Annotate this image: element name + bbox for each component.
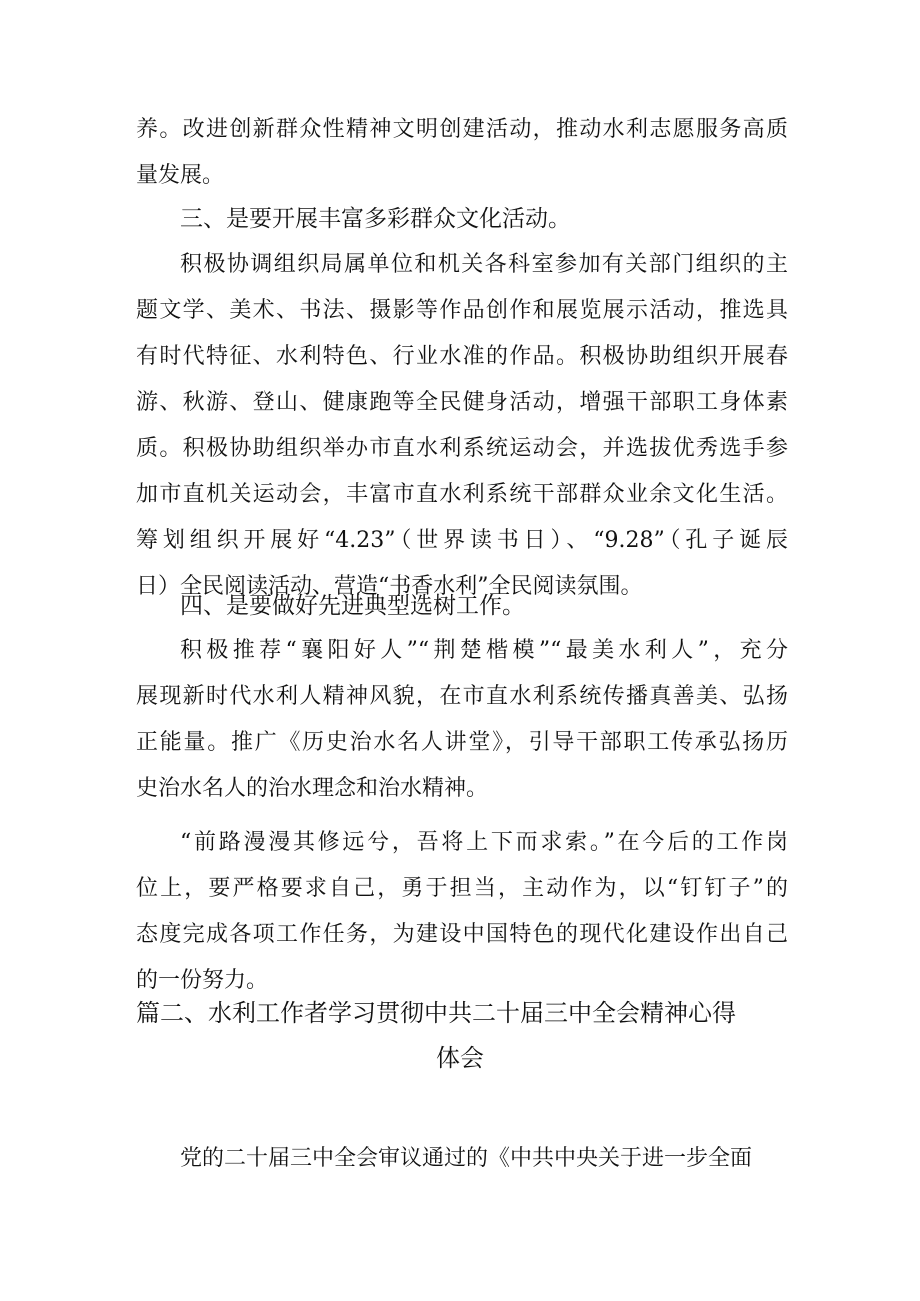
paragraph-line: 游、秋游、登山、健康跑等全民健身活动，增强干部职工身体素 [136, 390, 788, 415]
paragraph-line: 态度完成各项工作任务，为建设中国特色的现代化建设作出自己 [136, 922, 788, 947]
paragraph-line: 积极协调组织局属单位和机关各科室参加有关部门组织的主 [180, 252, 788, 277]
paragraph-line: 史治水名人的治水理念和治水精神。 [136, 776, 489, 801]
paragraph-line: 养。改进创新群众性精神文明创建活动，推动水利志愿服务高质 [136, 117, 788, 142]
paragraph-line: 党的二十届三中全会审议通过的《中共中央关于进一步全面 [180, 1146, 753, 1171]
paragraph-line: 位上，要严格要求自己，勇于担当，主动作为，以“钉钉子”的 [136, 876, 788, 901]
paragraph-line: 有时代特征、水利特色、行业水准的作品。积极协助组织开展春 [136, 344, 788, 369]
section-heading-4: 四、是要做好先进典型选树工作。 [180, 593, 525, 619]
paragraph-line: “前路漫漫其修远兮，吾将上下而求索。”在今后的工作岗 [180, 830, 788, 855]
paragraph-line: 展现新时代水利人精神风貌，在市直水利系统传播真善美、弘扬 [136, 684, 788, 709]
paragraph-line: 题文学、美术、书法、摄影等作品创作和展览展示活动，推选具 [136, 298, 788, 323]
section-title-continued: 体会 [436, 1044, 484, 1072]
paragraph-line: 量发展。 [136, 163, 225, 188]
paragraph-line: 筹划组织开展好“4.23”（世界读书日）、“9.28”（孔子诞辰 [136, 528, 788, 553]
paragraph-line: 积极推荐“襄阳好人”“荆楚楷模”“最美水利人”，充分 [180, 638, 788, 663]
section-heading-3: 三、是要开展丰富多彩群众文化活动。 [180, 206, 571, 232]
paragraph-line: 的一份努力。 [136, 968, 269, 993]
paragraph-line: 加市直机关运动会，丰富市直水利系统干部群众业余文化生活。 [136, 482, 788, 507]
paragraph-line: 日）全民阅读活动、营造“书香水利”全民阅读氛围。 [136, 574, 643, 599]
paragraph-line: 质。积极协助组织举办市直水利系统运动会，并选拔优秀选手参 [136, 436, 788, 461]
paragraph-line: 正能量。推广《历史治水名人讲堂》，引导干部职工传承弘扬历 [136, 730, 788, 755]
section-title: 篇二、水利工作者学习贯彻中共二十届三中全会精神心得 [136, 999, 736, 1027]
